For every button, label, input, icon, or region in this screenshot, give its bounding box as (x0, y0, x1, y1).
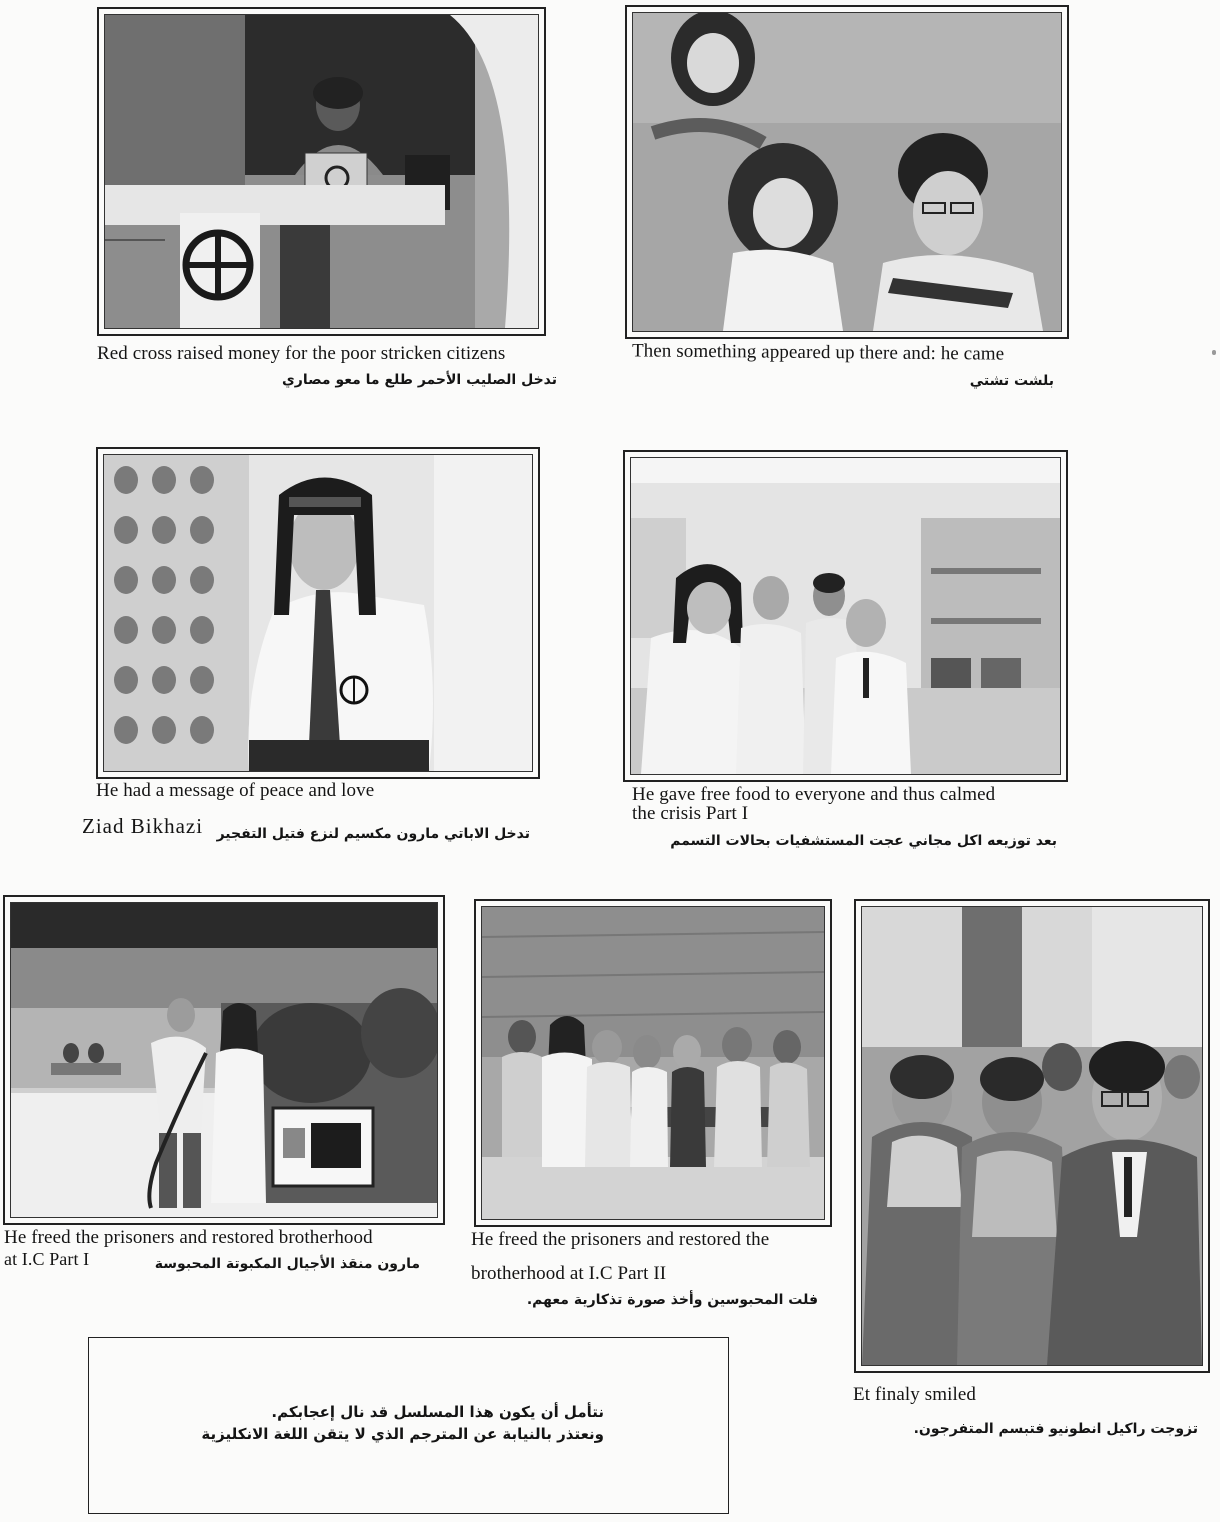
caption-en-message-of-peace: He had a message of peace and love (96, 780, 375, 801)
caption-en-red-cross: Red cross raised money for the poor stricken citizens (97, 343, 506, 364)
photo-frame-freed-prisoners-1 (3, 895, 445, 1225)
freed-prisoners-1-photo (11, 903, 437, 1217)
photo-frame-red-cross (97, 7, 546, 336)
caption-ar-red-cross: تدخل الصليب الأحمر طلع ما معو مصاري (281, 372, 557, 388)
caption-en-he-came: Then something appeared up there and: he came (631, 340, 1005, 365)
caption-ar-freed-prisoners-1: مارون منقذ الأجيال المكبوتة المحبوسة (154, 1256, 420, 1272)
caption-en-free-food-line1: He gave free food to everyone and thus calmed (632, 784, 996, 805)
caption-en-smiled: Et finaly smiled (853, 1384, 976, 1405)
caption-name-ziad-bikhazi: Ziad Bikhazi (82, 814, 204, 838)
caption-ar-freed-prisoners-2: فلت المحبوسين وأخذ صورة تذكارية معهم. (526, 1292, 818, 1308)
apology-note-line2: ونعتذر بالنيابة عن المترجم الذي لا يتقن اللغة الانكليزية (201, 1425, 604, 1443)
photo-frame-free-food (623, 450, 1068, 782)
caption-en-freed-prisoners-2-line1: He freed the prisoners and restored the (471, 1229, 770, 1250)
photo-frame-freed-prisoners-2 (474, 899, 832, 1227)
apology-note-box (88, 1337, 729, 1514)
red-cross-photo (105, 15, 538, 328)
caption-ar-he-came: بلشت تشتي (969, 373, 1054, 389)
caption-en-freed-prisoners-1-line1: He freed the prisoners and restored brotherhood (4, 1227, 373, 1248)
smiled-photo (862, 907, 1202, 1365)
message-of-peace-photo (104, 455, 532, 771)
photo-frame-message-of-peace (96, 447, 540, 779)
freed-prisoners-2-photo (482, 907, 824, 1219)
caption-ar-message-of-peace: تدخل الاباتي مارون مكسيم لنزع فتيل التفجير (216, 826, 530, 842)
apology-note-line1: نتأمل أن يكون هذا المسلسل قد نال إعجابكم. (271, 1403, 604, 1421)
margin-mark (1212, 350, 1216, 355)
caption-ar-smiled: تزوجت راكيل انطونيو فتبسم المتفرجون. (913, 1421, 1198, 1437)
he-came-photo (633, 13, 1061, 331)
free-food-photo (631, 458, 1060, 774)
caption-en-free-food-line2: the crisis Part I (632, 803, 749, 824)
caption-en-freed-prisoners-1-line2: at I.C Part I (4, 1249, 90, 1269)
photo-frame-smiled (854, 899, 1210, 1373)
photo-frame-he-came (625, 5, 1069, 339)
caption-ar-free-food: بعد توزيعه اكل مجاني عجت المستشفيات بحالات التسمم (670, 833, 1057, 849)
caption-en-freed-prisoners-2-line2: brotherhood at I.C Part II (471, 1263, 667, 1284)
